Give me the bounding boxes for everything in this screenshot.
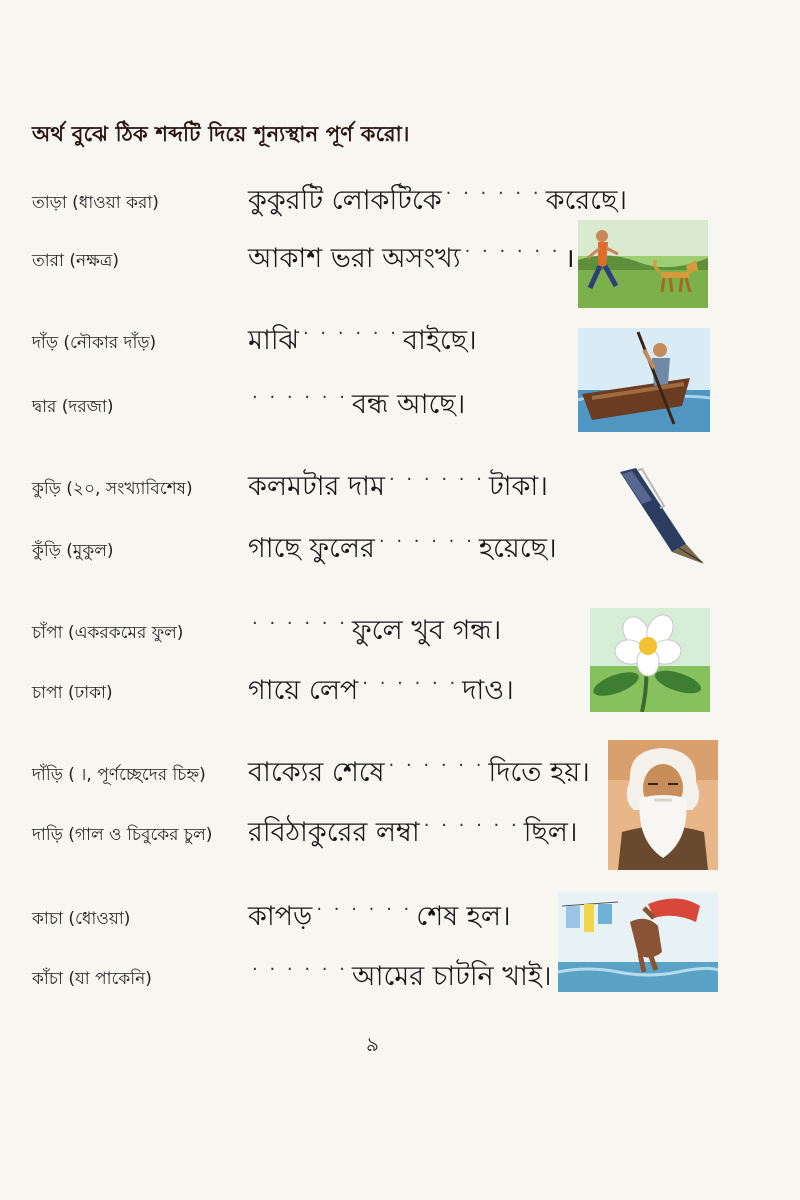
word-meaning-label: দ্বার (দরজা) — [32, 397, 114, 417]
sentence — [248, 320, 477, 365]
sentence-after: ফুলে খুব গন্ধ। — [351, 615, 502, 646]
sentence — [248, 238, 575, 283]
sentence-before: আকাশ ভরা অসংখ্য — [248, 243, 461, 274]
blank-space: · · · · · · — [302, 323, 399, 344]
blank-space: · · · · · · — [316, 899, 413, 920]
sentence-before: কুকুরটি লোকটিকে — [248, 185, 442, 216]
sentence — [248, 466, 548, 511]
sentence — [248, 610, 501, 655]
sentence-after: করেছে। — [545, 185, 628, 216]
sentence-before: গায়ে লেপ — [248, 675, 359, 706]
instruction-heading: অর্থ বুঝে ঠিক শব্দটি দিয়ে শূন্যস্থান পূর্ণ করো। — [32, 122, 410, 146]
blank-space: · · · · · · — [252, 387, 348, 408]
sentence-before: মাঝি — [248, 325, 299, 356]
word-meaning-label: কুড়ি (২০, সংখ্যাবিশেষ) — [32, 479, 193, 499]
sentence-before: কলমটার দাম — [248, 471, 385, 502]
sentence-after: দিতে হয়। — [488, 757, 590, 788]
blank-space: · · · · · · — [362, 673, 459, 694]
word-meaning-label: দাঁড়ি ( ।, পূর্ণচ্ছেদের চিহ্ন) — [32, 765, 206, 785]
blank-space: · · · · · · — [252, 959, 348, 980]
sentence-after: টাকা। — [488, 471, 548, 502]
word-meaning-label: তাড়া (ধাওয়া করা) — [32, 193, 159, 213]
sentence — [248, 384, 465, 429]
blank-space: · · · · · · — [464, 241, 561, 262]
sentence-after: । — [564, 243, 575, 274]
blank-space: · · · · · · — [388, 469, 485, 490]
blank-space: · · · · · · — [423, 815, 520, 836]
sentence — [248, 528, 557, 573]
running-man-dog-illustration — [578, 220, 708, 308]
word-meaning-label: কুঁড়ি (মুকুল) — [32, 541, 114, 561]
page-number: ৯ — [366, 1032, 379, 1056]
sentence — [248, 956, 552, 1001]
sentence-after: বন্ধ আছে। — [351, 389, 466, 420]
sentence-after: শেষ হল। — [416, 901, 511, 932]
sentence — [248, 180, 627, 225]
sentence-before: গাছে ফুলের — [248, 533, 375, 564]
word-meaning-label: কাঁচা (যা পাকেনি) — [32, 969, 152, 989]
word-meaning-label: দাড়ি (গাল ও চিবুকের চুল) — [32, 825, 213, 845]
sentence-before: বাক্যের শেষে — [248, 757, 385, 788]
fountain-pen-illustration — [612, 466, 712, 566]
blank-space: · · · · · · — [388, 755, 485, 776]
blank-space: · · · · · · — [378, 531, 475, 552]
rowing-boat-illustration — [578, 328, 710, 432]
word-meaning-label: কাচা (ধোওয়া) — [32, 909, 131, 929]
champa-flower-illustration — [590, 608, 710, 712]
exercise-row — [0, 180, 800, 220]
word-meaning-label: তারা (নক্ষত্র) — [32, 251, 120, 271]
sentence-before: রবিঠাকুরের লম্বা — [248, 817, 420, 848]
sentence-after: আমের চাটনি খাই। — [351, 961, 552, 992]
sentence-after: বাইছে। — [402, 325, 477, 356]
sentence-before: কাপড় — [248, 901, 313, 932]
sentence — [248, 670, 514, 715]
sentence — [248, 812, 578, 857]
word-meaning-label: চাপা (ঢাকা) — [32, 683, 113, 703]
word-meaning-label: চাঁপা (একরকমের ফুল) — [32, 623, 184, 643]
sentence-after: ছিল। — [523, 817, 578, 848]
blank-space: · · · · · · — [445, 183, 542, 204]
sentence — [248, 752, 590, 797]
sentence-after: দাও। — [462, 675, 514, 706]
word-meaning-label: দাঁড় (নৌকার দাঁড়) — [32, 333, 157, 353]
sentence-after: হয়েছে। — [478, 533, 557, 564]
washing-clothes-illustration — [558, 892, 718, 992]
blank-space: · · · · · · — [252, 613, 348, 634]
bearded-poet-portrait — [608, 740, 718, 870]
sentence — [248, 896, 511, 941]
